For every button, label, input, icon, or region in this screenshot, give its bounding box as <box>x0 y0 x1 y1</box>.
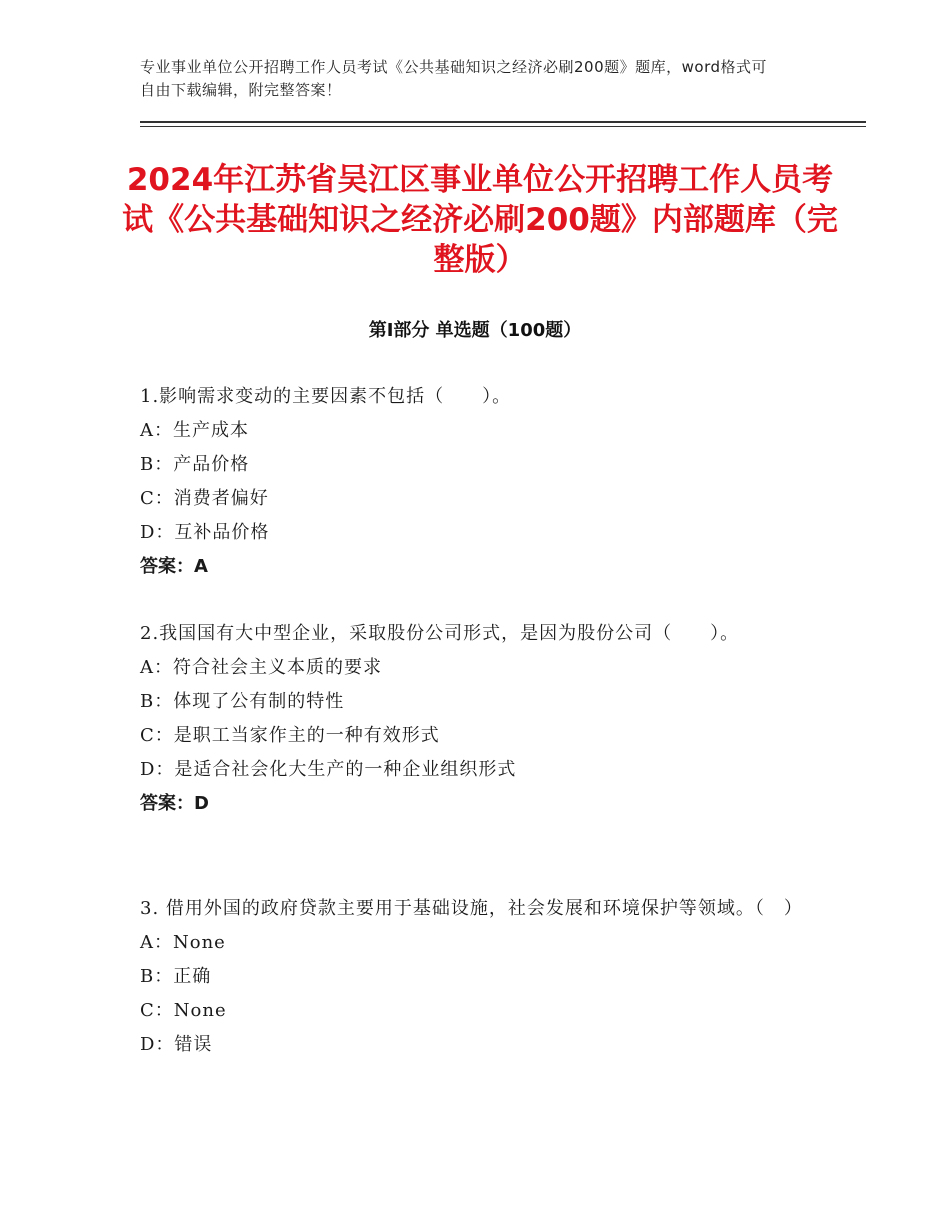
option-c: C：None <box>140 1000 227 1021</box>
option-d: D：错误 <box>140 1034 213 1055</box>
question-3 <box>140 892 810 1062</box>
option-d: D：是适合社会化大生产的一种企业组织形式 <box>140 759 517 780</box>
document-title: 2024年江苏省吴江区事业单位公开招聘工作人员考试《公共基础知识之经济必刷200题》内部题库（完整版） <box>122 162 838 278</box>
section-title: 第Ⅰ部分 单选题（100题） <box>368 320 582 341</box>
option-c: C：是职工当家作主的一种有效形式 <box>140 725 440 746</box>
option-b: B：产品价格 <box>140 454 250 475</box>
question-stem: 1.影响需求变动的主要因素不包括（ ）。 <box>140 386 512 407</box>
question-2 <box>140 617 740 821</box>
answer: 答案：D <box>140 793 209 814</box>
question-stem: 2.我国国有大中型企业，采取股份公司形式，是因为股份公司（ ）。 <box>140 623 740 644</box>
header-rule <box>140 121 866 123</box>
option-c: C：消费者偏好 <box>140 488 269 509</box>
option-a: A：符合社会主义本质的要求 <box>140 657 382 678</box>
question-stem: 3. 借用外国的政府贷款主要用于基础设施，社会发展和环境保护等领域。（ ） <box>140 898 803 919</box>
header-rule-thin <box>140 126 866 127</box>
header-note: 专业事业单位公开招聘工作人员考试《公共基础知识之经济必刷200题》题库，word格式可自由下载编辑，附完整答案！ <box>140 58 768 99</box>
question-1 <box>140 380 820 584</box>
answer: 答案：A <box>140 556 208 577</box>
option-b: B：体现了公有制的特性 <box>140 691 345 712</box>
option-a: A：None <box>140 932 226 953</box>
option-a: A：生产成本 <box>140 420 249 441</box>
option-b: B：正确 <box>140 966 212 987</box>
option-d: D：互补品价格 <box>140 522 270 543</box>
